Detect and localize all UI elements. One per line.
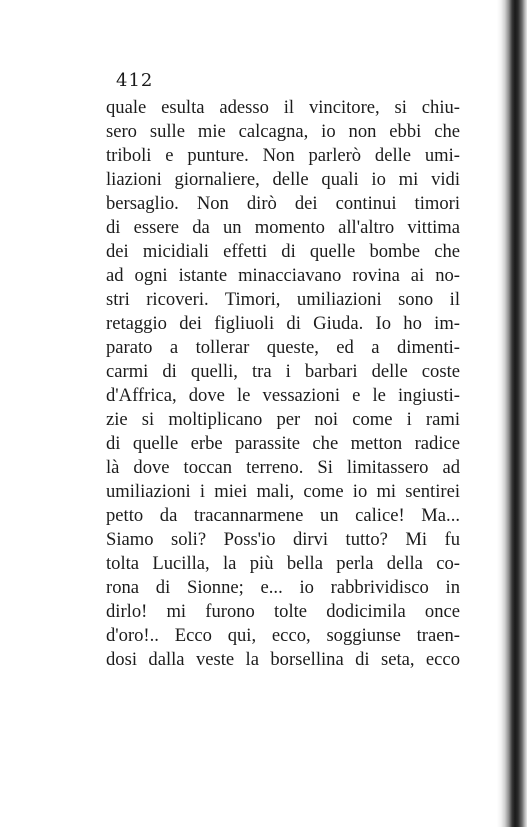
text-line: dei micidiali effetti di quelle bombe che [106,241,460,262]
text-line: quale esulta adesso il vincitore, si chiu- [106,97,460,118]
text-line: parato a tollerar queste, ed a dimenti- [106,337,460,358]
text-line: d'oro!.. Ecco qui, ecco, soggiunse traen- [106,625,460,646]
text-line: liazioni giornaliere, delle quali io mi vidi [106,169,460,190]
page-number: 412 [116,70,154,91]
text-line: di essere da un momento all'altro vittima [106,217,460,238]
text-line: zie si moltiplicano per noi come i rami [106,409,460,430]
text-line: là dove toccan terreno. Si limitassero ad [106,457,460,478]
text-line: petto da tracannarmene un calice! Ma... [106,505,460,526]
text-line: Siamo soli? Poss'io dirvi tutto? Mi fu [106,529,460,550]
text-line: umiliazioni i miei mali, come io mi sentirei [106,481,460,502]
text-line: dirlo! mi furono tolte dodicimila once [106,601,460,622]
text-line: sero sulle mie calcagna, io non ebbi che [106,121,460,142]
text-line: rona di Sionne; e... io rabbrividisco in [106,577,460,598]
text-line: retaggio dei figliuoli di Giuda. Io ho im- [106,313,460,334]
text-line: triboli e punture. Non parlerò delle umi- [106,145,460,166]
text-line: tolta Lucilla, la più bella perla della co- [106,553,460,574]
text-line: dosi dalla veste la borsellina di seta, ecco [106,649,460,670]
text-line: carmi di quelli, tra i barbari delle coste [106,361,460,382]
text-line: ad ogni istante minacciavano rovina ai no- [106,265,460,286]
text-line: d'Affrica, dove le vessazioni e le ingiusti- [106,385,460,406]
text-line: stri ricoveri. Timori, umiliazioni sono il [106,289,460,310]
text-line: di quelle erbe parassite che metton radice [106,433,460,454]
body-text [106,96,460,672]
text-line: bersaglio. Non dirò dei continui timori [106,193,460,214]
book-spine-edge [497,0,527,827]
